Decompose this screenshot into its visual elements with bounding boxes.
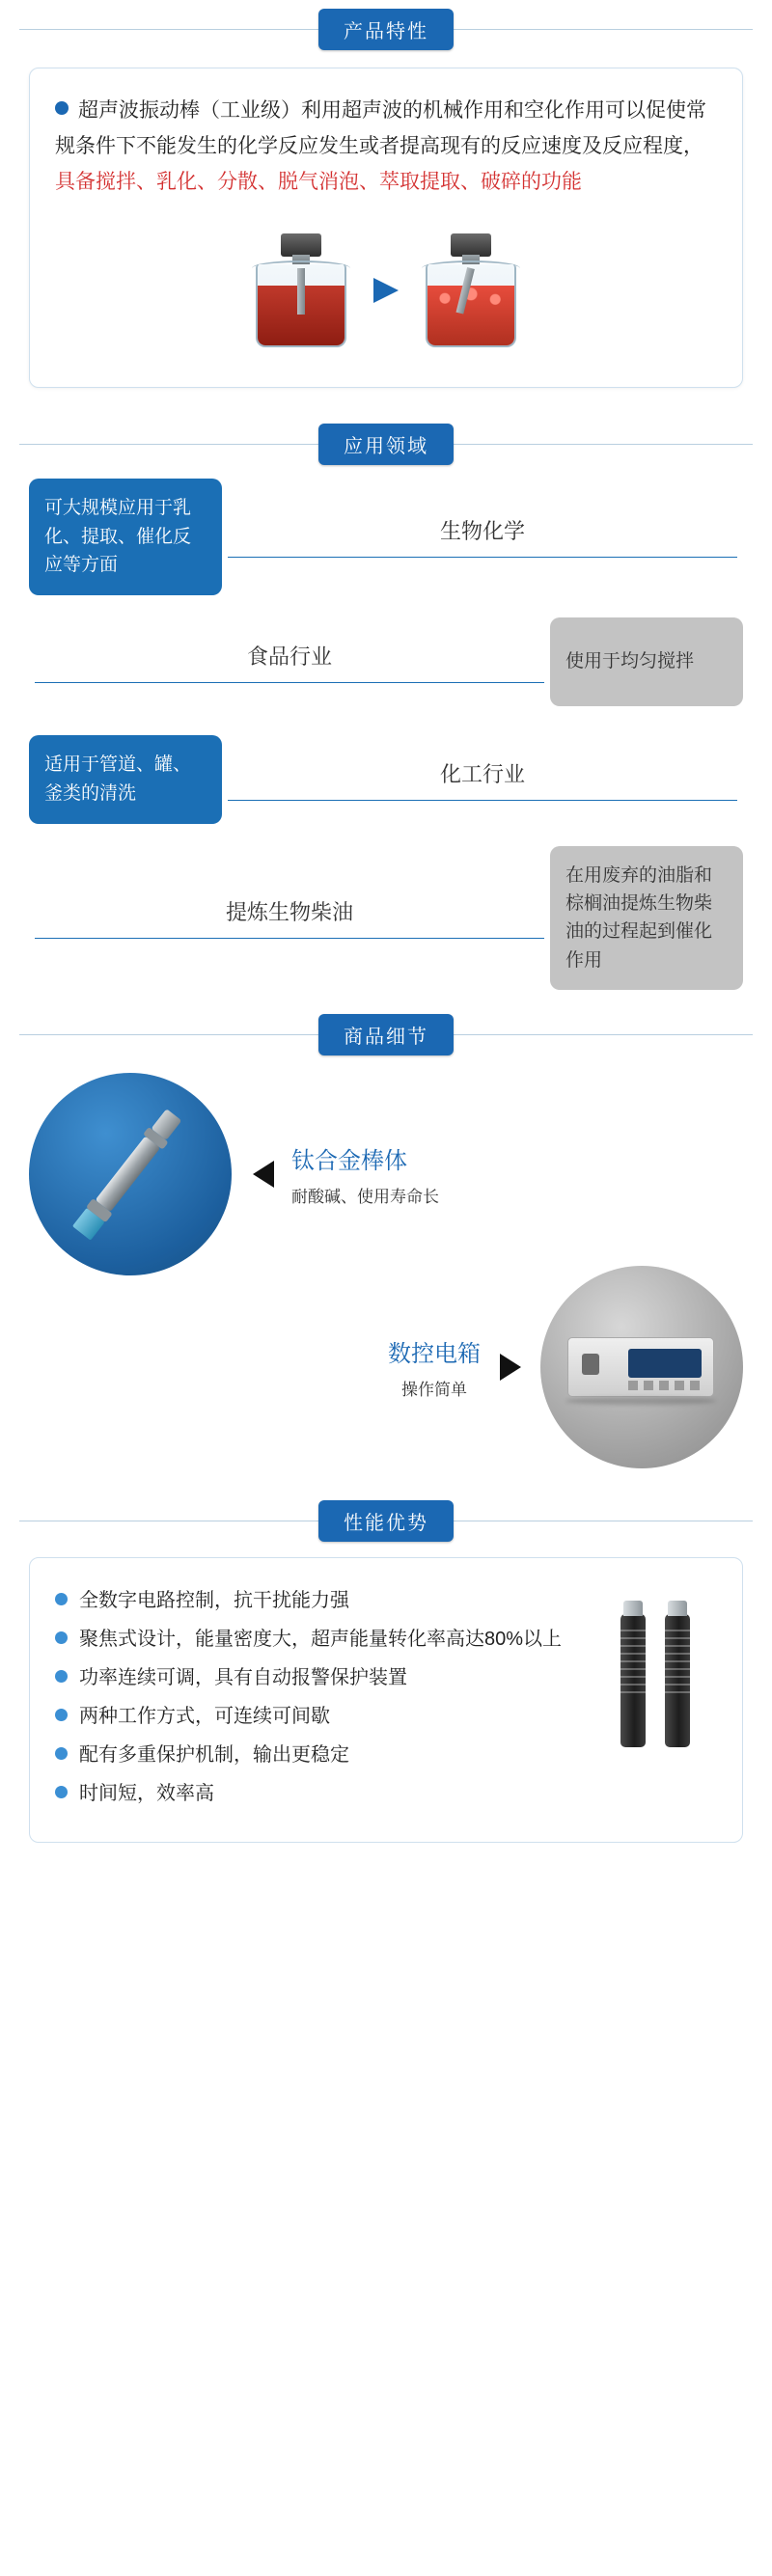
- advantages-title: 性能优势: [318, 1500, 454, 1542]
- arrow-right-icon-2: [500, 1354, 521, 1381]
- features-title: 产品特性: [318, 9, 454, 50]
- details-list: [29, 1073, 743, 1468]
- probe-head-icon: [281, 233, 321, 257]
- shadow-decoration: [565, 1397, 716, 1405]
- titanium-probe-icon: [29, 1073, 225, 1275]
- detail-row-controller: [29, 1266, 743, 1468]
- applications-section-header: [19, 415, 753, 473]
- bullet-dot-icon: [55, 1786, 68, 1798]
- features-text-highlight: 具备搅拌、乳化、分散、脱气消泡、萃取提取、破碎的功能: [55, 170, 582, 193]
- detail-subtitle: 操作简单: [401, 1381, 467, 1400]
- beaker-after-icon: [414, 228, 528, 353]
- detail-row-probe: [29, 1073, 743, 1275]
- controller-photo: [540, 1266, 743, 1468]
- details-section-header: [19, 1005, 753, 1063]
- application-box: 使用于均匀搅拌: [550, 617, 743, 706]
- arrow-right-icon: [373, 278, 399, 303]
- detail-text-controller: [388, 1334, 481, 1400]
- bullet-dot-icon: [55, 101, 69, 115]
- application-label: 提炼生物柴油: [35, 896, 544, 939]
- knob-icon: [582, 1354, 599, 1375]
- application-row: [29, 479, 743, 594]
- probe-head-icon-2: [451, 233, 491, 257]
- bullet-dot-icon: [55, 1747, 68, 1760]
- features-card: [29, 68, 743, 388]
- detail-subtitle: 耐酸碱、使用寿命长: [291, 1188, 439, 1207]
- beaker-illustration: [55, 223, 717, 358]
- application-label: 生物化学: [228, 515, 737, 558]
- application-box: 适用于管道、罐、釜类的清洗: [29, 735, 222, 824]
- buttons-row-icon: [628, 1381, 702, 1390]
- advantage-label: 聚焦式设计，能量密度大，超声能量转化率高达80%以上: [79, 1629, 563, 1651]
- probe-rod-icon: [297, 268, 305, 315]
- application-row: [29, 611, 743, 713]
- advantage-item: [55, 1585, 717, 1616]
- advantage-item: [55, 1740, 717, 1770]
- application-label: 食品行业: [35, 641, 544, 683]
- detail-text-probe: [291, 1141, 439, 1207]
- bullet-dot-icon: [55, 1709, 68, 1721]
- detail-title: 钛合金棒体: [291, 1148, 407, 1175]
- advantage-label: 全数字电路控制，抗干扰能力强: [79, 1590, 349, 1612]
- applications-title: 应用领域: [318, 424, 454, 465]
- advantage-item: [55, 1778, 717, 1809]
- bullet-dot-icon: [55, 1670, 68, 1683]
- advantage-label: 配有多重保护机制，输出更稳定: [79, 1744, 349, 1767]
- bullet-dot-icon: [55, 1631, 68, 1644]
- liquid-after-icon: [427, 286, 514, 345]
- arrow-left-icon: [253, 1161, 274, 1188]
- features-text-main: 超声波振动棒（工业级）利用超声波的机械作用和空化作用可以促使常规条件下不能发生的化学反应发生或者提高现有的反应速度及反应程度，: [55, 99, 706, 157]
- advantage-item: [55, 1662, 717, 1693]
- application-label: 化工行业: [228, 758, 737, 801]
- advantage-label: 功率连续可调，具有自动报警保护装置: [79, 1667, 407, 1689]
- advantage-label: 时间短，效率高: [79, 1783, 214, 1805]
- bullet-dot-icon: [55, 1593, 68, 1605]
- display-screen-icon: [628, 1349, 702, 1378]
- features-description: [55, 94, 717, 200]
- details-title: 商品细节: [318, 1014, 454, 1055]
- control-box-icon: [567, 1337, 714, 1397]
- advantage-item: [55, 1624, 717, 1655]
- features-section-header: [19, 0, 753, 58]
- advantage-label: 两种工作方式，可连续可间歇: [79, 1706, 330, 1728]
- application-box: 在用废弃的油脂和棕榈油提炼生物柴油的过程起到催化作用: [550, 846, 743, 991]
- application-row: [29, 728, 743, 831]
- detail-title: 数控电箱: [388, 1341, 481, 1368]
- advantage-item: [55, 1701, 717, 1732]
- beaker-before-icon: [244, 228, 358, 353]
- applications-list: [29, 479, 743, 990]
- advantages-card: [29, 1557, 743, 1843]
- application-row: [29, 846, 743, 991]
- probe-photo: [29, 1073, 232, 1275]
- application-box: 可大规模应用于乳化、提取、催化反应等方面: [29, 479, 222, 594]
- advantages-section-header: [19, 1492, 753, 1549]
